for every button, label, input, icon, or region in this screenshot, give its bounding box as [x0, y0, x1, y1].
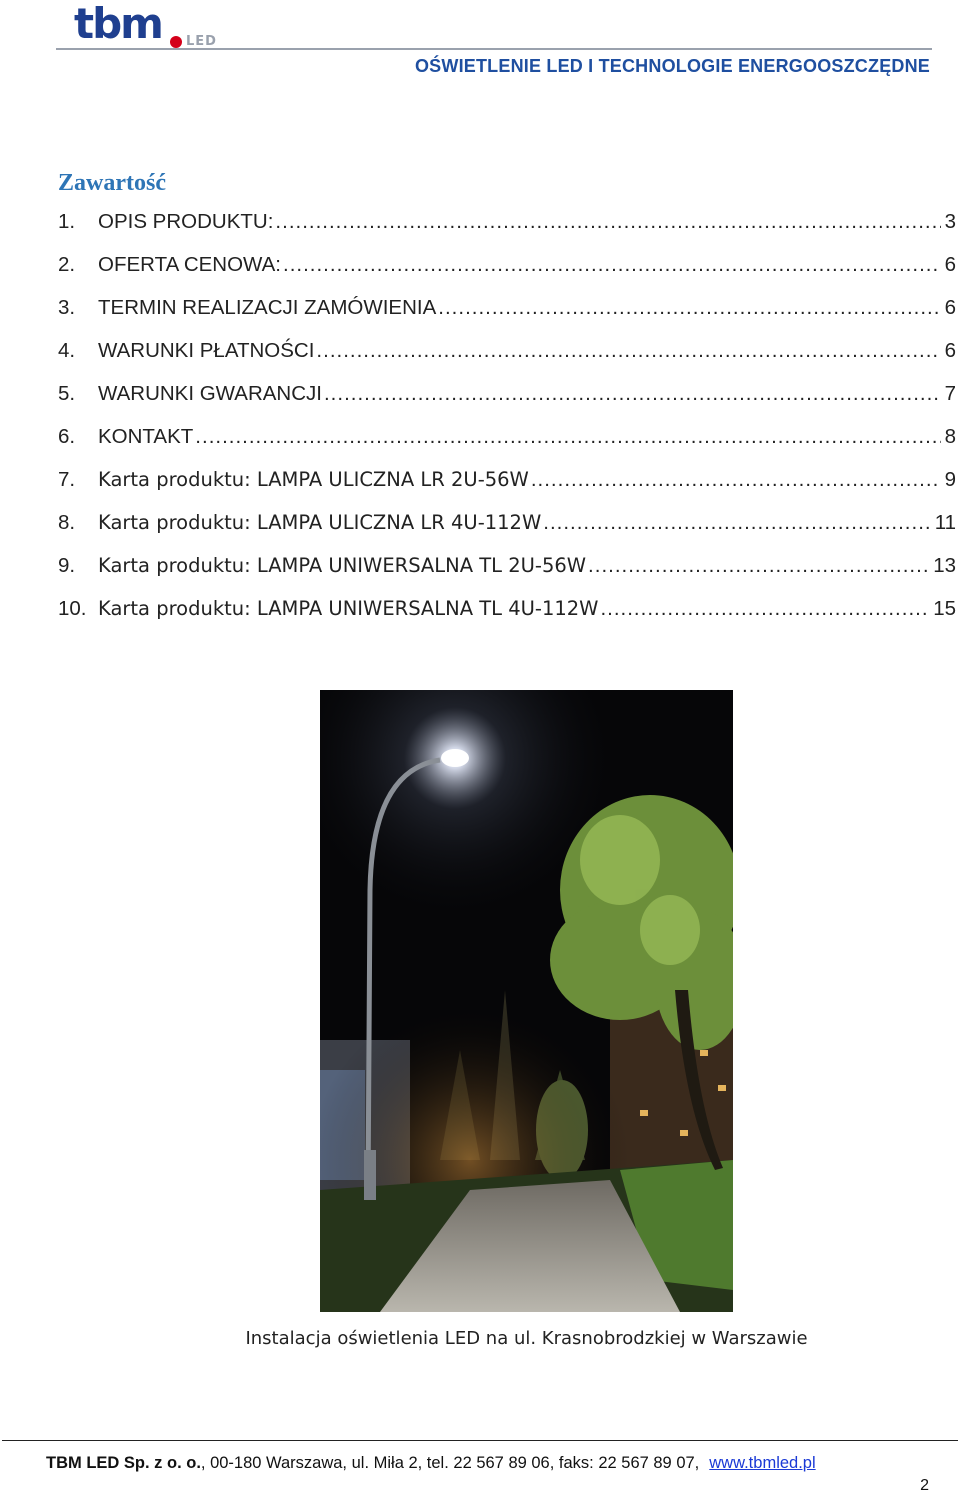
- toc-entry-label: Karta produktu: LAMPA UNIWERSALNA TL 2U-56W: [98, 554, 587, 577]
- toc-entry-number: 10.: [58, 597, 87, 620]
- toc-entry-number: 8.: [58, 511, 76, 534]
- logo-text: tbm: [74, 0, 162, 48]
- page-number: 2: [920, 1477, 929, 1494]
- toc-entry-number: 9.: [58, 554, 76, 577]
- toc-entry-label: TERMIN REALIZACJI ZAMÓWIENIA: [98, 296, 437, 319]
- toc-entry[interactable]: [58, 200, 956, 243]
- logo-dot: [170, 36, 182, 48]
- toc-leader-dots: [600, 587, 929, 630]
- toc-entry[interactable]: [58, 458, 956, 501]
- toc-entry-number: 2.: [58, 253, 76, 276]
- toc-entry-number: 6.: [58, 425, 76, 448]
- toc-entry-label: KONTAKT: [98, 425, 194, 448]
- toc-leader-dots: [316, 329, 940, 372]
- footer-company: TBM LED Sp. z o. o.: [46, 1454, 201, 1472]
- toc-leader-dots: [275, 200, 940, 243]
- footer-contact: [46, 1454, 816, 1473]
- toc-leader-dots: [324, 372, 941, 415]
- company-logo: [74, 0, 217, 50]
- toc-entry-page: 6: [944, 339, 956, 362]
- toc-leader-dots: [438, 286, 940, 329]
- toc-entry-label: Karta produktu: LAMPA UNIWERSALNA TL 4U-112W: [98, 597, 599, 620]
- toc-entry[interactable]: [58, 286, 956, 329]
- toc-entry[interactable]: [58, 372, 956, 415]
- footer-address: , 00-180 Warszawa, ul. Miła 2, tel. 22 567 89 06, faks: 22 567 89 07,: [200, 1454, 700, 1472]
- footer-website-link[interactable]: www.tbmled.pl: [709, 1454, 816, 1472]
- toc-entry-page: 6: [944, 296, 956, 319]
- header-title: OŚWIETLENIE LED I TECHNOLOGIE ENERGOOSZCZĘDNE: [414, 56, 930, 76]
- toc-entry-number: 3.: [58, 296, 76, 319]
- toc-entry[interactable]: [58, 329, 956, 372]
- toc-entry-label: Karta produktu: LAMPA ULICZNA LR 2U-56W: [98, 468, 529, 491]
- toc-entry-number: 1.: [58, 210, 76, 233]
- footer-divider: [2, 1440, 958, 1441]
- toc-entry-label: Karta produktu: LAMPA ULICZNA LR 4U-112W: [98, 511, 542, 534]
- toc-leader-dots: [283, 243, 941, 286]
- toc-leader-dots: [195, 415, 940, 458]
- toc-entry[interactable]: [58, 415, 956, 458]
- toc-entry-label: WARUNKI PŁATNOŚCI: [98, 339, 315, 362]
- toc-entry-page: 9: [944, 468, 956, 491]
- toc-entry-page: 11: [934, 511, 956, 534]
- toc-entry[interactable]: [58, 544, 956, 587]
- toc-leader-dots: [543, 501, 930, 544]
- toc-entry-number: 7.: [58, 468, 76, 491]
- street-lamp-photo: [320, 690, 733, 1312]
- toc-entry-number: 4.: [58, 339, 76, 362]
- toc-entry-page: 6: [944, 253, 956, 276]
- toc-leader-dots: [588, 544, 929, 587]
- toc-entry[interactable]: [58, 501, 956, 544]
- table-of-contents: [58, 200, 956, 630]
- header-divider: [56, 48, 932, 50]
- toc-entry[interactable]: [58, 587, 956, 630]
- toc-entry-page: 15: [933, 597, 956, 620]
- toc-entry-page: 13: [933, 554, 956, 577]
- toc-entry-page: 3: [944, 210, 956, 233]
- toc-entry-label: OFERTA CENOWA:: [98, 253, 281, 276]
- toc-entry-page: 7: [944, 382, 956, 405]
- toc-entry[interactable]: [58, 243, 956, 286]
- toc-entry-label: OPIS PRODUKTU:: [98, 210, 274, 233]
- photo-caption: Instalacja oświetlenia LED na ul. Krasnobrodzkiej w Warszawie: [245, 1328, 808, 1349]
- toc-leader-dots: [531, 458, 941, 501]
- toc-entry-page: 8: [944, 425, 956, 448]
- toc-title: Zawartość: [58, 170, 166, 196]
- logo-sub-text: LED: [186, 34, 217, 49]
- toc-entry-number: 5.: [58, 382, 76, 405]
- toc-entry-label: WARUNKI GWARANCJI: [98, 382, 322, 405]
